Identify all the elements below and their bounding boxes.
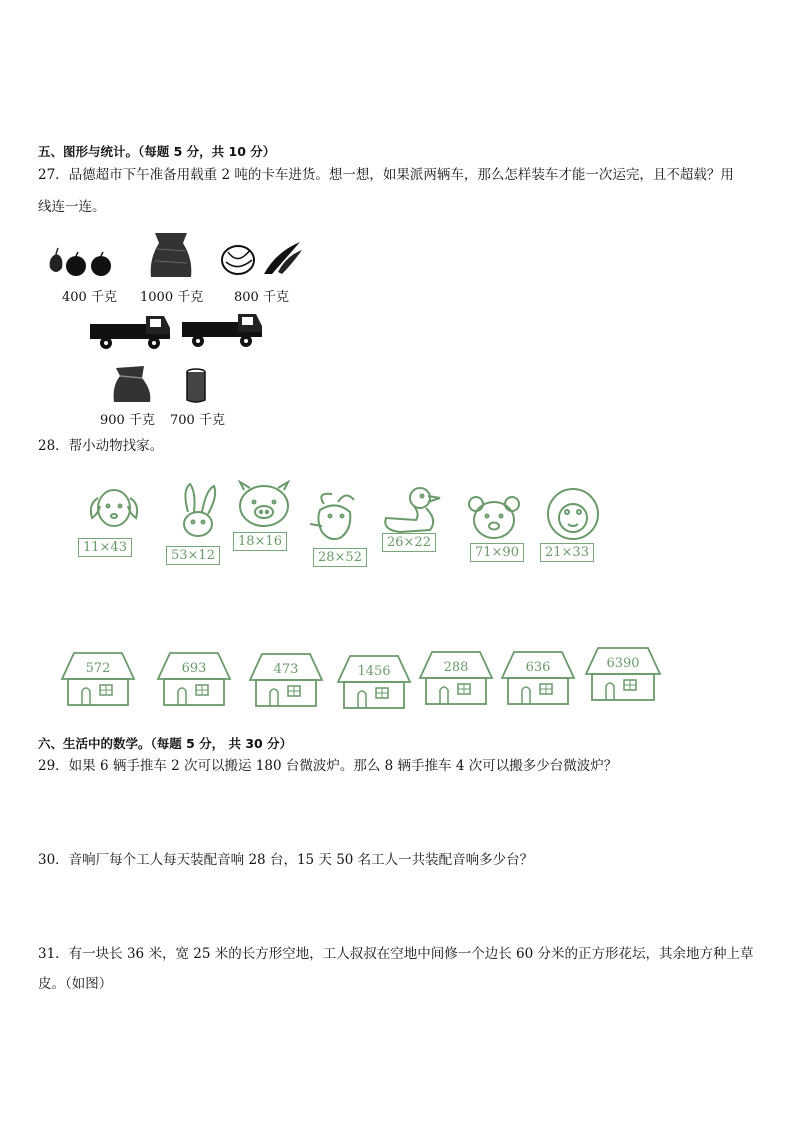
goat-icon bbox=[306, 490, 366, 548]
house-icon[interactable] bbox=[418, 650, 494, 706]
animal-card-pig[interactable]: 18×16 bbox=[233, 532, 287, 551]
truck-icon[interactable] bbox=[180, 308, 266, 350]
house-number: 572 bbox=[85, 661, 111, 676]
question-31-text: 31．有一块长 36 米，宽 25 米的长方形空地，工人叔叔在空地中间修一个边长 60 分米的正方形花坛，其余地方种上草 bbox=[38, 946, 754, 962]
house-number: 288 bbox=[443, 660, 469, 675]
house-icon[interactable] bbox=[156, 651, 232, 707]
vegetables-icon bbox=[220, 238, 304, 278]
barrel-icon bbox=[184, 368, 208, 404]
house-icon[interactable] bbox=[584, 646, 662, 702]
house-number: 6390 bbox=[606, 656, 640, 671]
monkey-icon bbox=[540, 486, 606, 542]
truck-icon[interactable] bbox=[88, 310, 174, 352]
sack-icon bbox=[147, 229, 195, 279]
house-icon[interactable] bbox=[336, 654, 412, 710]
section-5-title: 五、图形与统计。（每题 5 分，共 10 分） bbox=[38, 144, 276, 159]
section-6-title: 六、生活中的数学。（每题 5 分， 共 30 分） bbox=[38, 736, 293, 751]
bear-icon bbox=[466, 494, 522, 544]
house-icon[interactable] bbox=[248, 652, 324, 708]
fruit-icon bbox=[46, 244, 122, 280]
duck-icon bbox=[380, 484, 446, 534]
weight-400: 400 千克 bbox=[62, 290, 117, 305]
weight-1000: 1000 千克 bbox=[140, 290, 204, 305]
animal-card-goat[interactable]: 28×52 bbox=[313, 548, 367, 567]
pig-icon bbox=[234, 480, 294, 532]
animal-card-bear[interactable]: 71×90 bbox=[470, 543, 524, 562]
animal-card-duck[interactable]: 26×22 bbox=[382, 533, 436, 552]
question-30-text: 30．音响厂每个工人每天装配音响 28 台，15 天 50 名工人一共装配音响多少台？ bbox=[38, 852, 534, 868]
animal-card-dog[interactable]: 11×43 bbox=[78, 538, 132, 557]
animal-card-rabbit[interactable]: 53×12 bbox=[166, 546, 220, 565]
dog-icon bbox=[84, 484, 144, 534]
house-number: 473 bbox=[273, 662, 299, 677]
question-31-text-cont: 皮。（如图） bbox=[38, 976, 113, 992]
question-28-text: 28．帮小动物找家。 bbox=[38, 438, 164, 454]
weight-800: 800 千克 bbox=[234, 290, 289, 305]
house-icon[interactable] bbox=[500, 650, 576, 706]
house-number: 1456 bbox=[357, 664, 391, 679]
weight-900: 900 千克 bbox=[100, 413, 155, 428]
bag-icon bbox=[108, 364, 154, 404]
question-29-text: 29．如果 6 辆手推车 2 次可以搬运 180 台微波炉。那么 8 辆手推车 4 次可以搬多少台微波炉？ bbox=[38, 758, 618, 774]
animal-card-monkey[interactable]: 21×33 bbox=[540, 543, 594, 562]
house-number: 693 bbox=[181, 661, 207, 676]
rabbit-icon bbox=[168, 482, 228, 546]
question-27-text-cont: 线连一连。 bbox=[38, 199, 106, 215]
weight-700: 700 千克 bbox=[170, 413, 225, 428]
house-number: 636 bbox=[525, 660, 551, 675]
house-icon[interactable] bbox=[60, 651, 136, 707]
question-27-text: 27．品德超市下午准备用载重 2 吨的卡车进货。想一想，如果派两辆车，那么怎样装车才能一次运完，且不超载？用 bbox=[38, 167, 734, 183]
